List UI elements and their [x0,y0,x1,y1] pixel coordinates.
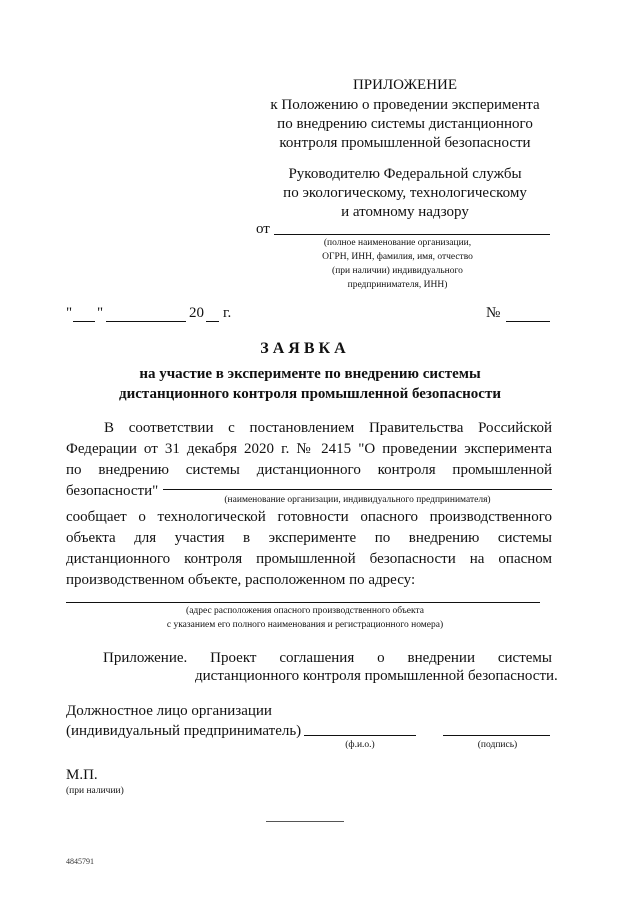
paragraph-line: сообщает о технологической готовности опасного производственного [66,509,552,525]
signature-line: (индивидуальный предприниматель) [66,723,302,739]
paragraph-line: по внедрению системы дистанционного контроля промышленной [66,462,552,478]
year-field-line [206,321,219,322]
from-label: от [256,221,270,237]
appendix-subtitle [255,96,555,153]
addressee-line: по экологическому, технологическому [283,185,527,201]
paragraph-line: Федерации от 31 декабря 2020 г. № 2415 "О проведении эксперимента [66,441,552,457]
hint-line: с указанием его полного наименования и регистрационного номера) [166,620,444,630]
document-number: 4845791 [66,857,94,866]
signature-block [66,701,301,741]
paragraph-line: производственном объекте, расположенном по адресу: [66,572,416,588]
paragraph-line: В соответствии с постановлением Правительства Российской [104,420,552,436]
addressee-line: Руководителю Федеральной службы [288,166,522,182]
address-hint [80,604,530,632]
number-label: № [486,305,501,321]
appendix-line: по внедрению системы дистанционного [277,116,533,132]
fio-hint: (ф.и.о.) [345,740,375,750]
attachment-line-2: дистанционного контроля промышленной безопасности. [195,668,558,684]
hint-line: (адрес расположения опасного производственного объекта [186,606,424,616]
fio-field-line [304,735,416,736]
from-field-hint [285,236,510,292]
org-name-field-line [163,489,552,490]
month-field-line [106,321,186,322]
date-row [66,305,556,325]
date-quote-close: " [97,305,104,321]
address-field-line [66,602,540,603]
hint-line: (при наличии) индивидуального [332,266,463,276]
sign-hint: (подпись) [477,740,518,750]
org-name-hint: (наименование организации, индивидуального предпринимателя) [224,495,491,505]
subtitle-line: дистанционного контроля промышленной безопасности [119,386,501,402]
year-suffix: г. [223,305,232,321]
appendix-title: ПРИЛОЖЕНИЕ [352,77,458,93]
paragraph-2 [66,507,552,591]
sign-field-line [443,735,550,736]
addressee-block [255,165,555,222]
appendix-line: контроля промышленной безопасности [279,135,531,151]
paragraph-line: безопасности" [66,483,159,499]
appendix-line: к Положению о проведении эксперимента [270,97,540,113]
stamp-hint: (при наличии) [66,786,124,796]
paragraph-line: объекта для участия в эксперименте по внедрению системы [66,530,552,546]
stamp-label: М.П. [66,767,98,783]
hint-line: (полное наименование организации, [323,238,472,248]
addressee-line: и атомному надзору [341,204,469,220]
request-title: ЗАЯВКА [260,340,350,357]
day-field-line [73,321,95,322]
year-label: 20 [189,305,204,321]
number-field-line [506,321,550,322]
paragraph-line: дистанционного контроля промышленной безопасности на опасном [66,551,552,567]
signature-line: Должностное лицо организации [66,703,272,719]
from-field-line [274,234,550,235]
attachment-line-1: Приложение. Проект соглашения о внедрении системы [103,650,552,666]
request-subtitle [80,364,540,404]
hint-line: предпринимателя, ИНН) [347,280,448,290]
date-quote-open: " [66,305,73,321]
end-separator [266,821,344,822]
hint-line: ОГРН, ИНН, фамилия, имя, отчество [322,252,473,262]
subtitle-line: на участие в эксперименте по внедрению системы [139,366,481,382]
